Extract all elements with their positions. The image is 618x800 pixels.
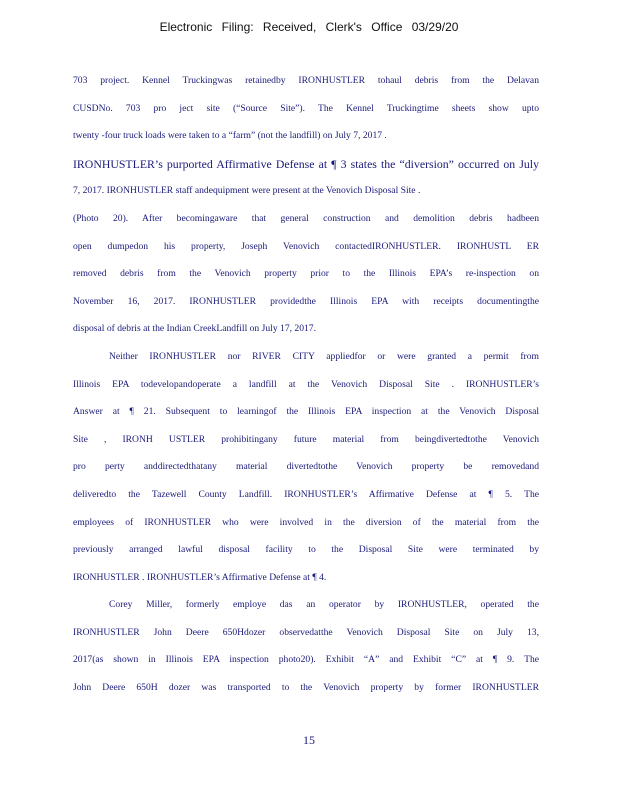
body-line: Answer at ¶ 21. Subsequent to learningof the Illinois EPA inspection at the Venovich Disposal (73, 406, 539, 418)
body-line: 2017(as shown in Illinois EPA inspection photo20). Exhibit “A” and Exhibit “C” at ¶ 9. The (73, 654, 539, 666)
body-line: employees of IRONHUSTLER who were involved in the diversion of the material from the (73, 516, 539, 528)
body-line: IRONHUSTLER’s purported Affirmative Defense at ¶ 3 states the “diversion” occurred on July (73, 156, 539, 171)
body-line: pro perty anddirectedthatany material divertedtothe Venovich property be removedand (73, 461, 539, 473)
body-line: Neither IRONHUSTLER nor RIVER CITY appliedfor or were granted a permit from (109, 350, 539, 362)
body-line: open dumpedon his property, Joseph Venovich contactedIRONHUSTLER. IRONHUSTL ER (73, 240, 539, 252)
body-line: Illinois EPA todevelopandoperate a landfill at the Venovich Disposal Site . IRONHUSTLER’s (73, 378, 539, 390)
document-body (73, 72, 539, 707)
body-line: Corey Miller, formerly employe das an operator by IRONHUSTLER, operated the (109, 599, 539, 611)
body-line: (Photo 20). After becomingaware that general construction and demolition debris hadbeen (73, 212, 539, 224)
body-line: previously arranged lawful disposal facility to the Disposal Site were terminated by (73, 544, 539, 556)
body-line: November 16, 2017. IRONHUSTLER providedthe Illinois EPA with receipts documentingthe (73, 295, 539, 307)
body-line: removed debris from the Venovich property prior to the Illinois EPA’s re-inspection on (73, 268, 539, 280)
body-line: John Deere 650H dozer was transported to the Venovich property by former IRONHUSTLER (73, 682, 539, 694)
body-line: deliveredto the Tazewell County Landfill. IRONHUSTLER’s Affirmative Defense at ¶ 5. The (73, 488, 539, 500)
body-line: IRONHUSTLER John Deere 650Hdozer observedatthe Venovich Disposal Site on July 13, (73, 626, 539, 638)
body-line: CUSDNo. 703 pro ject site (“Source Site”). The Kennel Truckingtime sheets show upto (73, 102, 539, 114)
body-line: 7, 2017. IRONHUSTLER staff andequipment were present at the Venovich Disposal Site . (73, 185, 421, 197)
filing-stamp-header: Electronic Filing: Received, Clerk's Office 03/29/20 (159, 20, 459, 34)
body-line: IRONHUSTLER . IRONHUSTLER’s Affirmative Defense at ¶ 4. (73, 571, 327, 583)
page-number: 15 (303, 733, 315, 747)
body-line: 703 project. Kennel Truckingwas retainedby IRONHUSTLER tohaul debris from the Delavan (73, 75, 539, 86)
body-line: twenty -four truck loads were taken to a “farm” (not the landfill) on July 7, 2017 . (73, 130, 387, 142)
body-line: disposal of debris at the Indian CreekLandfill on July 17, 2017. (73, 323, 316, 335)
body-line: Site , IRONH USTLER prohibitingany future material from beingdivertedtothe Venovich (73, 433, 539, 445)
